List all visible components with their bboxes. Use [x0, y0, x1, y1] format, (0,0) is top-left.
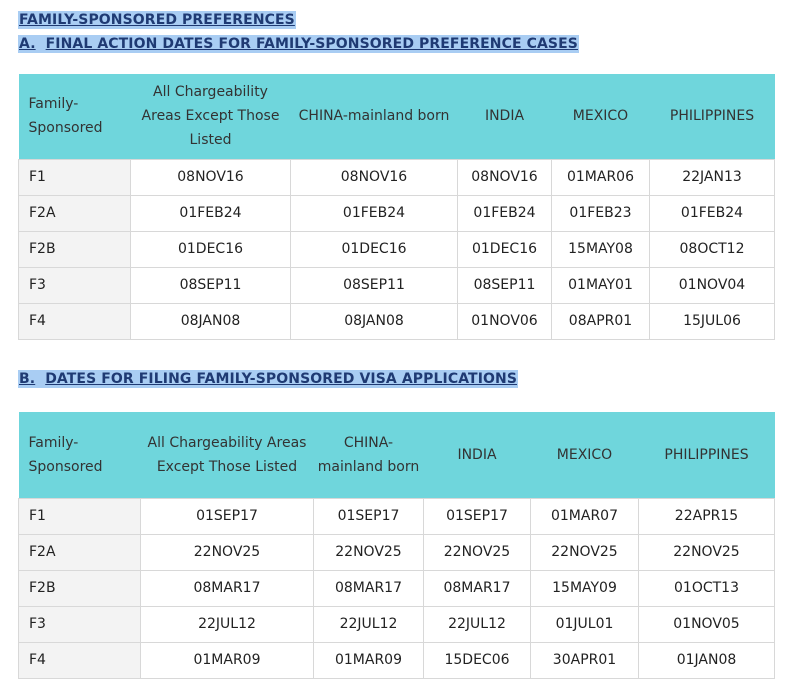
table-header-row — [19, 74, 775, 159]
table-cell: 01MAR06 — [552, 159, 650, 195]
table-cell: 22NOV25 — [531, 534, 639, 570]
table-cell: 22JAN13 — [650, 159, 775, 195]
column-header-china: CHINA-mainland born — [314, 412, 424, 498]
table-cell: 01MAR09 — [314, 642, 424, 678]
table-cell: 08NOV16 — [291, 159, 458, 195]
table-row — [19, 231, 775, 267]
table-cell: 22NOV25 — [639, 534, 775, 570]
row-label: F2A — [19, 534, 141, 570]
page-title: FAMILY-SPONSORED PREFERENCES — [19, 12, 295, 28]
column-header-family-sponsored: Family-Sponsored — [19, 74, 131, 159]
row-label: F2B — [19, 570, 141, 606]
table-cell: 08SEP11 — [291, 267, 458, 303]
table-cell: 01SEP17 — [424, 498, 531, 534]
final-action-dates-table — [18, 74, 775, 340]
table-cell: 08APR01 — [552, 303, 650, 339]
table-row — [19, 534, 775, 570]
table-row — [19, 267, 775, 303]
table-cell: 08MAR17 — [314, 570, 424, 606]
table-cell: 08SEP11 — [458, 267, 552, 303]
column-header-mexico: MEXICO — [552, 74, 650, 159]
column-header-family-sponsored: Family-Sponsored — [19, 412, 141, 498]
table-cell: 01SEP17 — [141, 498, 314, 534]
table-cell: 15DEC06 — [424, 642, 531, 678]
table-cell: 01NOV06 — [458, 303, 552, 339]
table-cell: 08NOV16 — [131, 159, 291, 195]
table-cell: 22NOV25 — [141, 534, 314, 570]
section-b-letter: B. — [19, 371, 36, 387]
row-label: F1 — [19, 498, 141, 534]
section-a-title: FINAL ACTION DATES FOR FAMILY-SPONSORED PREFERENCE CASES — [45, 36, 578, 52]
dates-for-filing-table — [18, 412, 775, 679]
table-cell: 01SEP17 — [314, 498, 424, 534]
table-cell: 08JAN08 — [131, 303, 291, 339]
table-row — [19, 195, 775, 231]
row-label: F4 — [19, 303, 131, 339]
table-cell: 22JUL12 — [314, 606, 424, 642]
row-label: F3 — [19, 606, 141, 642]
section-a-heading — [18, 35, 579, 53]
table-cell: 01MAR07 — [531, 498, 639, 534]
row-label: F1 — [19, 159, 131, 195]
table-cell: 01DEC16 — [291, 231, 458, 267]
table-cell: 01FEB24 — [131, 195, 291, 231]
table-row — [19, 498, 775, 534]
table-cell: 01FEB23 — [552, 195, 650, 231]
row-label: F2A — [19, 195, 131, 231]
column-header-india: INDIA — [458, 74, 552, 159]
table-cell: 08SEP11 — [131, 267, 291, 303]
table-cell: 01MAY01 — [552, 267, 650, 303]
table-cell: 08MAR17 — [141, 570, 314, 606]
table-cell: 15MAY09 — [531, 570, 639, 606]
table-cell: 22JUL12 — [424, 606, 531, 642]
column-header-china: CHINA-mainland born — [291, 74, 458, 159]
table-cell: 15MAY08 — [552, 231, 650, 267]
table-row — [19, 159, 775, 195]
table-row — [19, 570, 775, 606]
table-cell: 01MAR09 — [141, 642, 314, 678]
table-cell: 01JAN08 — [639, 642, 775, 678]
table-cell: 01NOV04 — [650, 267, 775, 303]
table-cell: 15JUL06 — [650, 303, 775, 339]
table-cell: 22NOV25 — [424, 534, 531, 570]
row-label: F3 — [19, 267, 131, 303]
section-b-title: DATES FOR FILING FAMILY-SPONSORED VISA APPLICATIONS — [45, 371, 517, 387]
column-header-india: INDIA — [424, 412, 531, 498]
table-cell: 22JUL12 — [141, 606, 314, 642]
table-cell: 08NOV16 — [458, 159, 552, 195]
table-row — [19, 642, 775, 678]
table-cell: 01NOV05 — [639, 606, 775, 642]
table-cell: 01DEC16 — [131, 231, 291, 267]
table-cell: 08JAN08 — [291, 303, 458, 339]
table-row — [19, 303, 775, 339]
table-header-row — [19, 412, 775, 498]
table-cell: 08OCT12 — [650, 231, 775, 267]
column-header-all-chargeability: All Chargeability Areas Except Those Listed — [131, 74, 291, 159]
column-header-mexico: MEXICO — [531, 412, 639, 498]
table-cell: 08MAR17 — [424, 570, 531, 606]
column-header-philippines: PHILIPPINES — [650, 74, 775, 159]
row-label: F2B — [19, 231, 131, 267]
table-cell: 22APR15 — [639, 498, 775, 534]
table-cell: 01JUL01 — [531, 606, 639, 642]
table-row — [19, 606, 775, 642]
table-cell: 01FEB24 — [650, 195, 775, 231]
row-label: F4 — [19, 642, 141, 678]
table-cell: 01FEB24 — [458, 195, 552, 231]
section-a-letter: A. — [19, 36, 36, 52]
table-cell: 01FEB24 — [291, 195, 458, 231]
column-header-philippines: PHILIPPINES — [639, 412, 775, 498]
column-header-all-chargeability: All Chargeability Areas Except Those Listed — [141, 412, 314, 498]
table-cell: 01OCT13 — [639, 570, 775, 606]
table-cell: 30APR01 — [531, 642, 639, 678]
table-cell: 22NOV25 — [314, 534, 424, 570]
table-cell: 01DEC16 — [458, 231, 552, 267]
section-b-heading — [18, 370, 518, 388]
